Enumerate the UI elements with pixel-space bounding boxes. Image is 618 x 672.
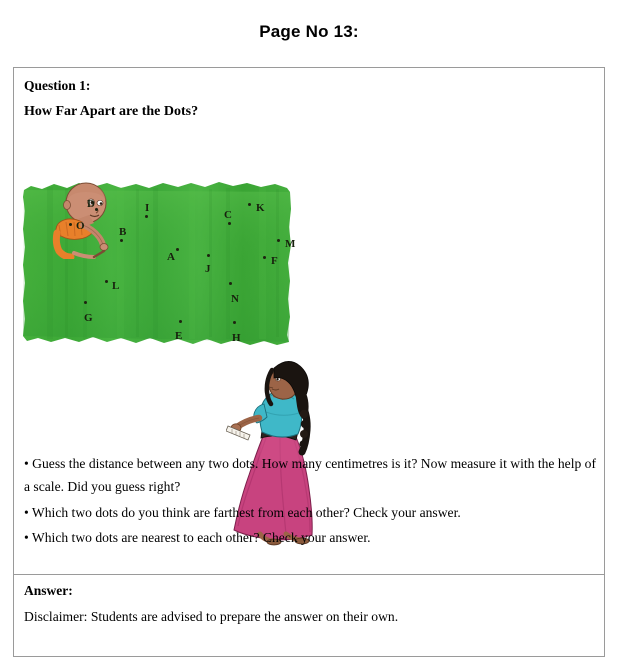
bullet-item-3: • Which two dots are nearest to each other? Check your answer. bbox=[24, 530, 371, 546]
dot-label-o: O bbox=[76, 220, 85, 232]
dot-label-g: G bbox=[84, 312, 93, 324]
page-title: Page No 13: bbox=[259, 22, 359, 41]
question-heading: How Far Apart are the Dots? bbox=[24, 104, 199, 119]
bullet-item-2: • Which two dots do you think are farthest from each other? Check your answer. bbox=[24, 504, 461, 520]
bullet-list bbox=[24, 452, 596, 552]
dot-label-a: A bbox=[167, 251, 175, 263]
dots-illustration bbox=[14, 126, 606, 446]
dot-label-e: E bbox=[175, 330, 183, 342]
dot-label-d: D bbox=[87, 198, 95, 210]
bullet-item-1: • Guess the distance between any two dots. How many centimetres is it? Now measure it with the help of a scale. Did you guess right? bbox=[24, 456, 596, 495]
question-block bbox=[14, 68, 604, 574]
dot-label-l: L bbox=[112, 280, 120, 292]
boy-illustration bbox=[50, 181, 118, 259]
dot-label-k: K bbox=[256, 202, 265, 214]
dot-label-h: H bbox=[232, 332, 241, 344]
dot-label-b: B bbox=[119, 226, 127, 238]
answer-label: Answer: bbox=[24, 583, 73, 598]
answer-divider bbox=[14, 574, 604, 575]
dot-label-i: I bbox=[145, 202, 150, 214]
dot-label-j: J bbox=[205, 263, 211, 275]
dot-label-m: M bbox=[285, 238, 296, 250]
dot-label-f: F bbox=[271, 255, 278, 267]
question-label: Question 1: bbox=[24, 78, 91, 93]
dot-label-c: C bbox=[224, 209, 232, 221]
answer-text: Disclaimer: Students are advised to prepare the answer on their own. bbox=[24, 609, 399, 624]
dot-label-n: N bbox=[231, 293, 239, 305]
question-card bbox=[13, 67, 605, 657]
